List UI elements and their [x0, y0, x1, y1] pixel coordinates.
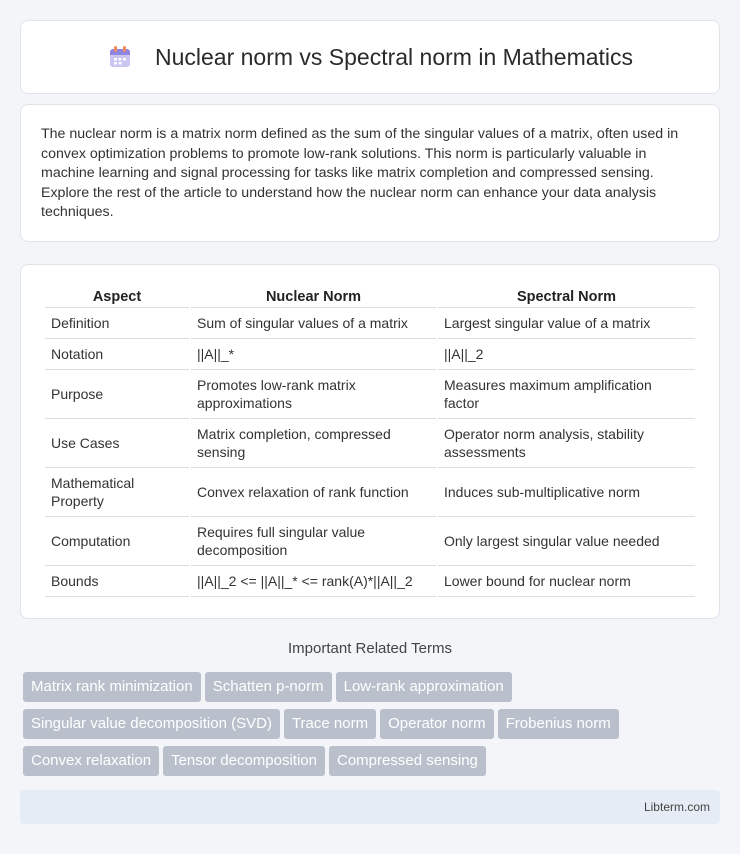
intro-text: The nuclear norm is a matrix norm defined as the sum of the singular values of a matrix, often used in convex optimization problems to promote low-rank solutions. This norm is particularly valuable in machine learning and signal processing for tasks like matrix completion and compressed sensing. Explore the rest of the article to understand how the nuclear norm can enhance your data analysis techniques.: [41, 126, 679, 221]
header-spectral-norm: Spectral Norm: [438, 285, 695, 308]
comparison-card: [20, 264, 720, 619]
table-cell: Measures maximum amplification factor: [438, 370, 695, 419]
related-terms-title: Important Related Terms: [288, 640, 452, 657]
footer: [20, 790, 720, 824]
table-cell: Notation: [45, 339, 189, 370]
table-cell: Operator norm analysis, stability assessments: [438, 419, 695, 468]
title-card: [20, 20, 720, 94]
table-row: [45, 339, 695, 370]
table-cell: Purpose: [45, 370, 189, 419]
related-term-tag[interactable]: Convex relaxation: [23, 746, 159, 776]
table-row: [45, 517, 695, 566]
table-cell: Only largest singular value needed: [438, 517, 695, 566]
header-nuclear-norm: Nuclear Norm: [191, 285, 436, 308]
table-cell: Bounds: [45, 566, 189, 597]
table-cell: Convex relaxation of rank function: [191, 468, 436, 517]
table-row: [45, 468, 695, 517]
comparison-table: [43, 285, 697, 597]
table-cell: Computation: [45, 517, 189, 566]
related-term-tag[interactable]: Singular value decomposition (SVD): [23, 709, 280, 739]
intro-card: [20, 104, 720, 242]
table-row: [45, 308, 695, 339]
table-cell: Sum of singular values of a matrix: [191, 308, 436, 339]
table-cell: ||A||_*: [191, 339, 436, 370]
table-cell: Lower bound for nuclear norm: [438, 566, 695, 597]
table-cell: Induces sub-multiplicative norm: [438, 468, 695, 517]
related-term-tag[interactable]: Tensor decomposition: [163, 746, 325, 776]
table-cell: Use Cases: [45, 419, 189, 468]
related-term-tag[interactable]: Matrix rank minimization: [23, 672, 201, 702]
table-cell: ||A||_2 <= ||A||_* <= rank(A)*||A||_2: [191, 566, 436, 597]
table-cell: Matrix completion, compressed sensing: [191, 419, 436, 468]
footer-site-link[interactable]: Libterm.com: [643, 800, 710, 814]
table-row: [45, 370, 695, 419]
table-row: [45, 566, 695, 597]
table-row: [45, 419, 695, 468]
table-cell: Promotes low-rank matrix approximations: [191, 370, 436, 419]
related-term-tag[interactable]: Frobenius norm: [498, 709, 619, 739]
table-header-row: [45, 285, 695, 308]
header-aspect: Aspect: [45, 285, 189, 308]
related-term-tag[interactable]: Low-rank approximation: [336, 672, 512, 702]
page-title: Nuclear norm vs Spectral norm in Mathematics: [154, 43, 634, 70]
table-cell: Mathematical Property: [45, 468, 189, 517]
calendar-icon: [107, 44, 133, 70]
related-term-tag[interactable]: Trace norm: [284, 709, 376, 739]
table-cell: Requires full singular value decomposition: [191, 517, 436, 566]
related-term-tag[interactable]: Operator norm: [380, 709, 494, 739]
related-terms-list: [23, 672, 723, 783]
related-term-tag[interactable]: Schatten p-norm: [205, 672, 332, 702]
table-cell: Largest singular value of a matrix: [438, 308, 695, 339]
related-term-tag[interactable]: Compressed sensing: [329, 746, 486, 776]
table-cell: ||A||_2: [438, 339, 695, 370]
table-cell: Definition: [45, 308, 189, 339]
